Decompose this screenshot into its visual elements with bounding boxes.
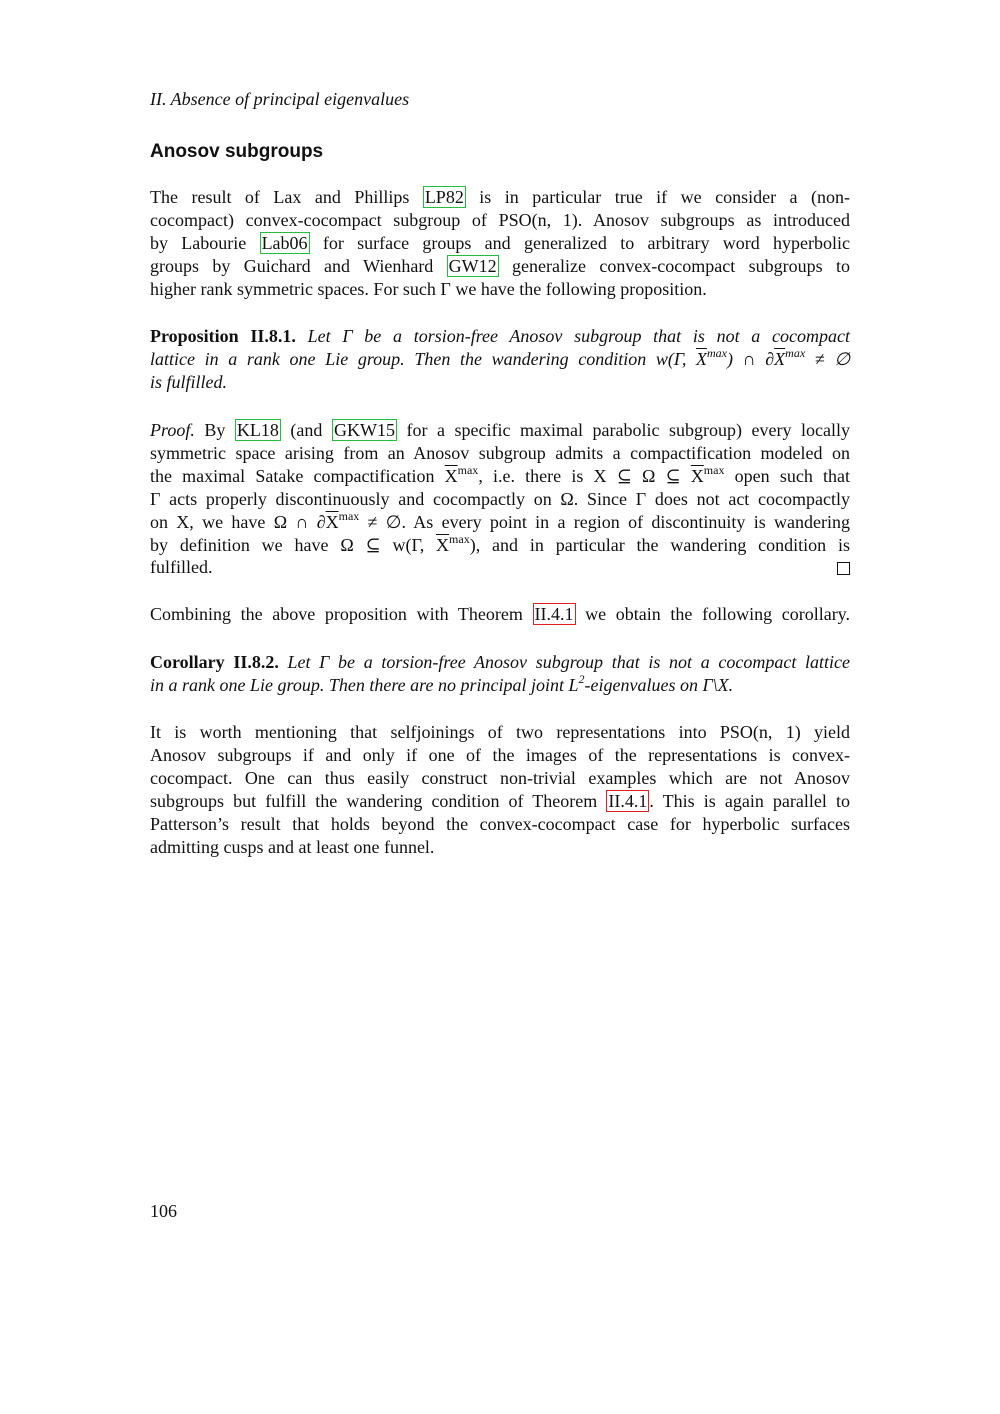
citation-link-kl18[interactable]: KL18 [236, 420, 279, 440]
text-line: cocompact) convex-cocompact subgroup of PSO(n, 1). Anosov subgroups as introduced [150, 209, 850, 230]
text-run: fulfilled. [150, 557, 213, 578]
math-symbol: $\overline{X}$ [690, 465, 704, 486]
citation-link-lp82[interactable]: LP82 [424, 187, 464, 207]
section-title: Anosov subgroups [150, 141, 324, 162]
text-line [150, 603, 850, 626]
proof-block [150, 419, 850, 579]
combining-paragraph [150, 603, 850, 626]
text-line: cocompact. One can thus easily construct non-trivial examples which are not Anosov [150, 767, 850, 788]
math-superscript: max [449, 531, 470, 546]
text-line [150, 790, 850, 813]
math-superscript: max [785, 345, 806, 360]
math-symbol: $\overline{X}$ [325, 511, 339, 532]
text-run: (and [280, 420, 332, 440]
text-run: -eigenvalues on Γ\X. [584, 674, 734, 695]
text-line [150, 255, 850, 278]
text-run: in a rank one Lie group. Then there are no principal joint L [150, 674, 579, 695]
text-line: higher rank symmetric spaces. For such Γ we have the following proposition. [150, 278, 707, 299]
text-line [150, 556, 850, 579]
text-run: subgroups but fulfill the wandering condition of Theorem [150, 790, 607, 811]
text-run: ≠ ∅. As every point in a region of discontinuity is wandering [359, 511, 850, 532]
text-run: groups by Guichard and Wienhard [150, 255, 447, 276]
intro-paragraph [150, 186, 850, 301]
text-run: we obtain the following corollary. [575, 604, 851, 624]
text-run: lattice in a rank one Lie group. Then the wandering condition w(Γ, [150, 348, 696, 369]
proposition-label: Proposition II.8.1. [150, 326, 296, 346]
text-line: It is worth mentioning that selfjoinings of two representations into PSO(n, 1) yield [150, 722, 850, 742]
text-run: , i.e. there is X ⊆ Ω ⊆ [478, 465, 691, 486]
text-line [150, 671, 850, 697]
text-run: for a specific maximal parabolic subgroup) every locally [396, 420, 851, 440]
citation-link-gkw15[interactable]: GKW15 [333, 420, 395, 440]
math-symbol: $\overline{X}$ [774, 348, 786, 369]
text-line [150, 651, 850, 674]
text-run: by definition we have Ω ⊆ w(Γ, [150, 534, 437, 555]
text-line: Γ acts properly discontinuously and cocompactly on Ω. Since Γ does not act cocompactly [150, 488, 850, 509]
text-line: is fulfilled. [150, 371, 228, 392]
text-line: Anosov subgroups if and only if one of the images of the representations is convex- [150, 744, 850, 765]
text-line [150, 462, 850, 488]
theorem-link-ii-4-1[interactable]: II.4.1 [608, 790, 648, 811]
math-superscript: max [703, 462, 725, 477]
text-line [150, 186, 850, 209]
citation-link-lab06[interactable]: Lab06 [261, 232, 308, 253]
text-line [150, 345, 851, 371]
text-run: . This is again parallel to [649, 790, 850, 811]
text-line [150, 508, 850, 534]
text-line [150, 325, 850, 348]
text-run: by Labourie [150, 232, 260, 253]
text-run: ) ∩ ∂ [726, 348, 775, 369]
text-run: for surface groups and generalized to arbitrary word hyperbolic [309, 232, 851, 253]
math-superscript: max [706, 345, 727, 360]
text-run: Let Γ be a torsion-free Anosov subgroup that is not a cocompact lattice [278, 652, 850, 672]
math-symbol: $\overline{X}$ [436, 534, 450, 555]
math-symbol: $\overline{X}$ [444, 465, 458, 486]
text-run: on X, we have Ω ∩ ∂ [150, 511, 326, 532]
text-run: ), and in particular the wandering condition is [469, 534, 851, 555]
math-symbol: $\overline{X}$ [695, 348, 707, 369]
text-run: The result of Lax and Phillips [150, 187, 423, 207]
corollary-ii-8-2 [150, 651, 850, 697]
page-number: 106 [150, 1201, 177, 1221]
text-run: ≠ ∅ [805, 348, 851, 369]
text-run: is in particular true if we consider a (non- [465, 187, 850, 207]
proposition-ii-8-1 [150, 325, 850, 394]
math-superscript: max [338, 508, 360, 523]
text-line: symmetric space arising from an Anosov subgroup admits a compactification modeled on [150, 442, 850, 463]
citation-link-gw12[interactable]: GW12 [448, 255, 497, 276]
text-line [150, 419, 850, 442]
text-run: open such that [724, 465, 850, 486]
text-run: By [194, 420, 235, 440]
text-run: the maximal Satake compactification [150, 465, 445, 486]
running-head: II. Absence of principal eigenvalues [150, 89, 410, 109]
text-line: Patterson’s result that holds beyond the convex-cocompact case for hyperbolic surfaces [150, 813, 850, 834]
qed-square-icon [837, 562, 850, 575]
text-line [150, 531, 851, 557]
text-line [150, 232, 850, 255]
text-run: Combining the above proposition with Theorem [150, 604, 533, 624]
theorem-link-ii-4-1[interactable]: II.4.1 [534, 604, 574, 624]
text-run: generalize convex-cocompact subgroups to [498, 255, 850, 276]
corollary-label: Corollary II.8.2. [150, 652, 279, 672]
closing-paragraph [150, 721, 850, 858]
text-line: admitting cusps and at least one funnel. [150, 836, 435, 857]
proof-label: Proof. [150, 420, 195, 440]
math-superscript: max [457, 462, 479, 477]
text-run: Let Γ be a torsion-free Anosov subgroup that is not a cocompact [295, 326, 850, 346]
math-superscript: 2 [578, 671, 585, 686]
